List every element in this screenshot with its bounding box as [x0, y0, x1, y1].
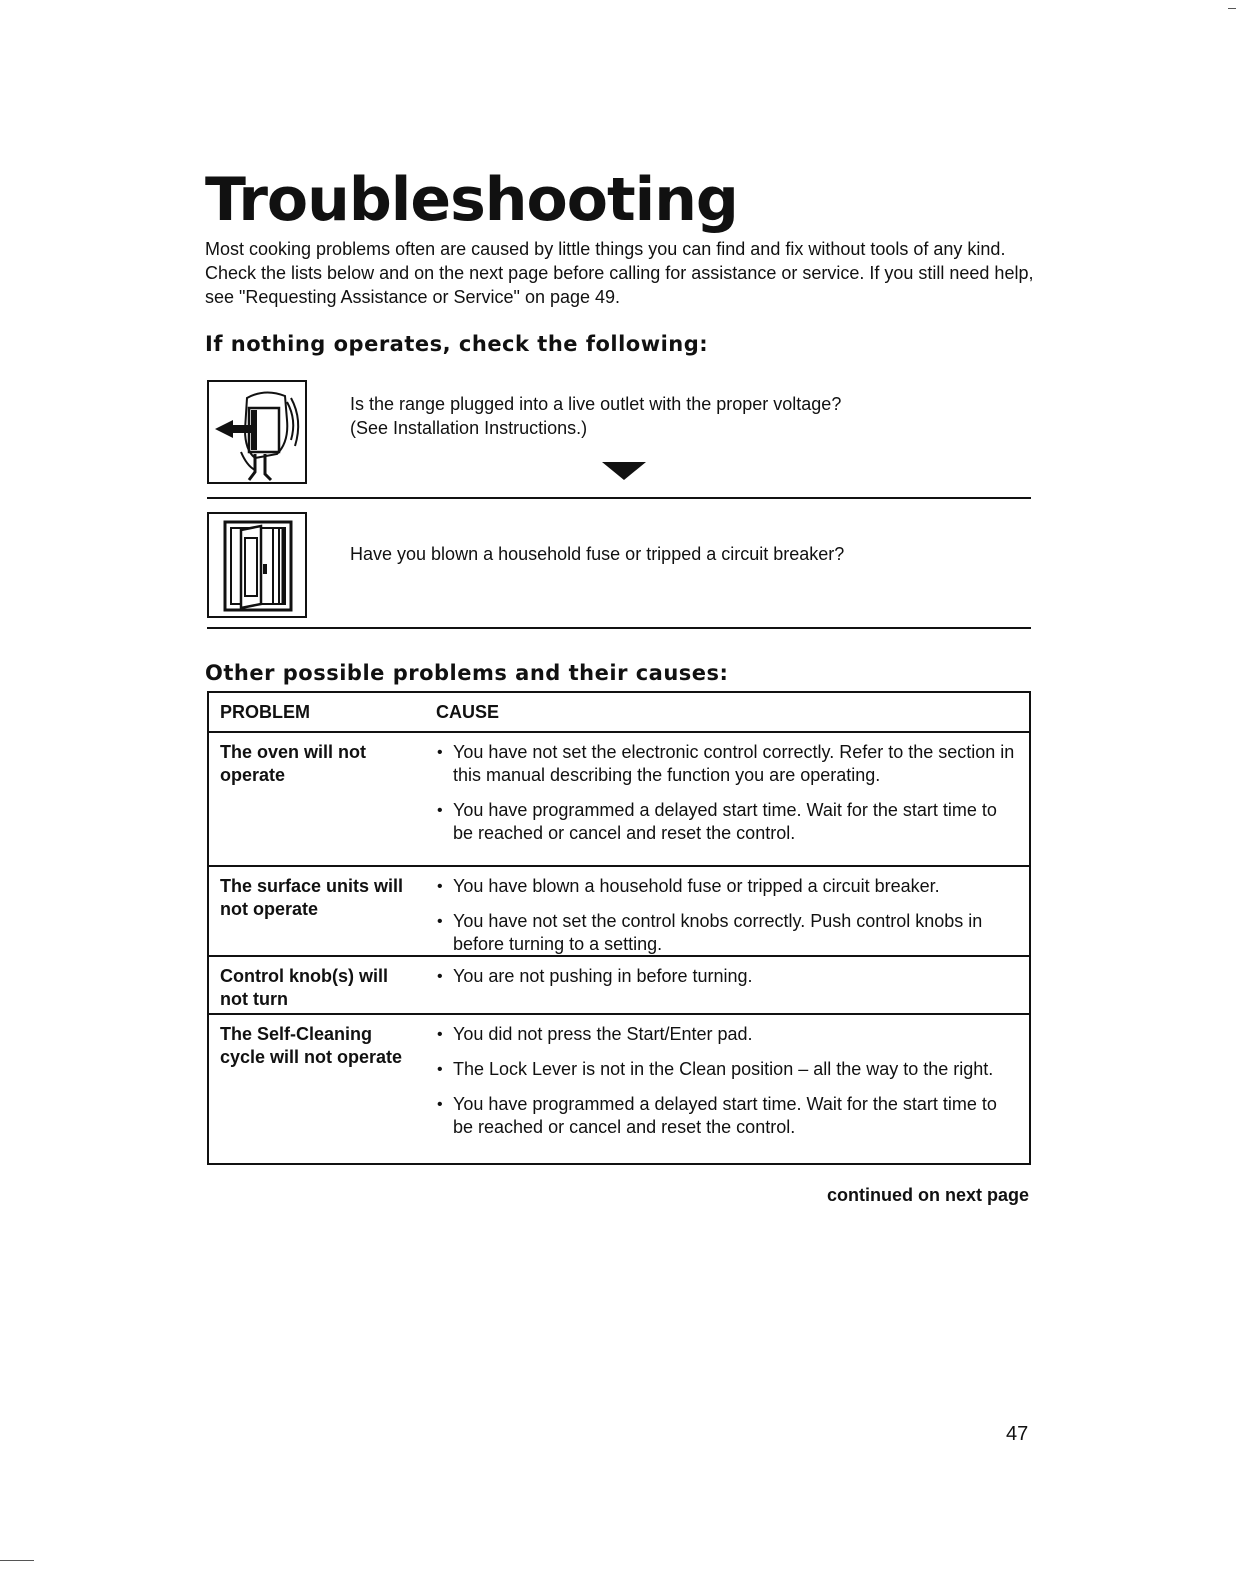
column-header-cause: CAUSE: [436, 702, 500, 722]
cause-item: • You did not press the Start/Enter pad.: [436, 1023, 1021, 1046]
table-row: [209, 1013, 1029, 1163]
table-row: [209, 731, 1029, 865]
plug-outlet-icon: [207, 380, 307, 480]
problem-cell: The Self-Cleaning cycle will not operate: [220, 1024, 403, 1067]
page-title: Troubleshooting: [205, 165, 738, 235]
cause-item: • The Lock Lever is not in the Clean position – all the way to the right.: [436, 1058, 1021, 1081]
table-header-row: [209, 693, 1029, 731]
check-note: (See Installation Instructions.): [350, 418, 588, 438]
cause-item: • You have blown a household fuse or tripped a circuit breaker.: [436, 875, 1021, 898]
section-heading-other-problems: Other possible problems and their causes:: [205, 661, 729, 685]
check-question: Is the range plugged into a live outlet with the proper voltage?: [350, 394, 842, 414]
page-number: 47: [1006, 1423, 1029, 1445]
problem-cell: The oven will not operate: [220, 742, 367, 785]
problem-cell: Control knob(s) will not turn: [220, 966, 388, 1009]
cause-list: [436, 741, 1021, 857]
arrow-down-icon: [602, 462, 646, 480]
circuit-breaker-panel-icon: [207, 512, 307, 612]
continued-note: continued on next page: [826, 1185, 1029, 1205]
divider: [207, 497, 1031, 499]
scan-mark: [1228, 8, 1236, 9]
cause-item: • You have not set the control knobs correctly. Push control knobs in before turning to a setting.: [436, 910, 1021, 956]
check-text-power: [350, 392, 970, 440]
scan-mark: [0, 1560, 34, 1561]
troubleshooting-table: [207, 691, 1031, 1165]
cause-list: [436, 1023, 1021, 1151]
divider: [207, 627, 1031, 629]
check-item-power: [207, 380, 1031, 498]
cause-list: [436, 965, 1021, 1000]
cause-item: • You have programmed a delayed start time. Wait for the start time to be reached or cancel and reset the control.: [436, 1093, 1021, 1139]
column-header-problem: PROBLEM: [220, 702, 310, 722]
cause-item: • You have programmed a delayed start time. Wait for the start time to be reached or cancel and reset the control.: [436, 799, 1021, 845]
problem-cell: The surface units will not operate: [220, 876, 404, 919]
section-heading-nothing-operates: If nothing operates, check the following:: [205, 332, 709, 356]
cause-item: • You are not pushing in before turning.: [436, 965, 1021, 988]
intro-paragraph: Most cooking problems often are caused by little things you can find and fix without tools of any kind. Check the lists below and on the next page before calling for assistance or service. If you still need help, see "Requesting Assistance or Service" on page 49.: [205, 239, 1034, 307]
table-row: [209, 955, 1029, 1013]
check-text-fuse: Have you blown a household fuse or tripped a circuit breaker?: [350, 544, 845, 564]
cause-item: • You have not set the electronic control correctly. Refer to the section in this manual describing the function you are operating.: [436, 741, 1021, 787]
check-item-fuse: [207, 512, 1031, 622]
table-row: [209, 865, 1029, 955]
